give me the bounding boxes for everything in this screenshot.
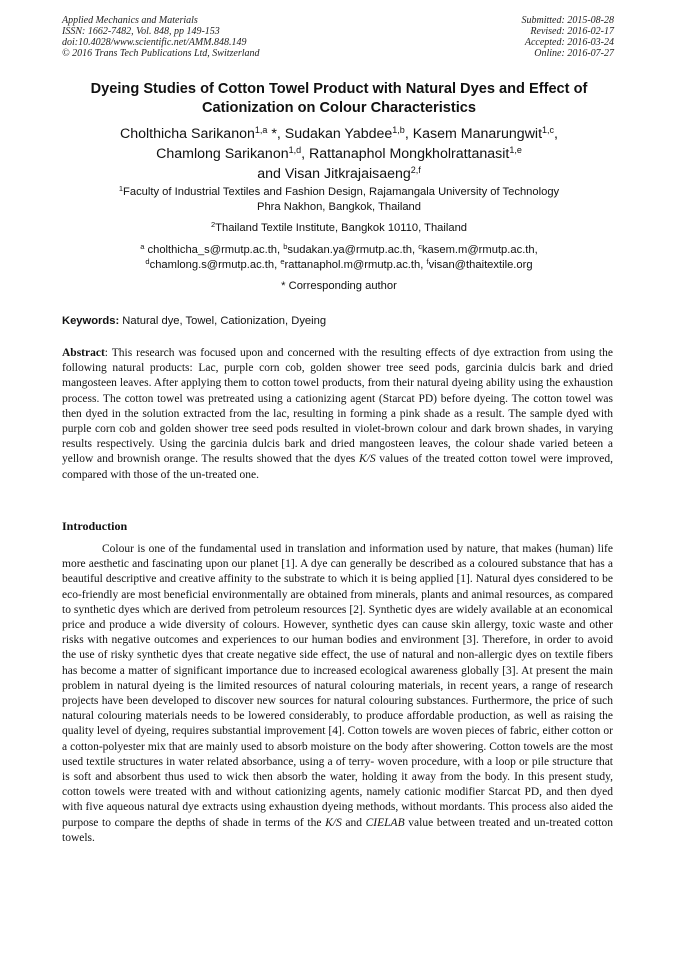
abstract-label: Abstract bbox=[62, 347, 105, 359]
introduction-text: Colour is one of the fundamental used in translation and information used by nature, that makes (human) life more aesthetic and fascinating upon our planet [1]. A dye can generally be described as a coloured substance that has a beautiful descriptive and creative affinity to the substrate to which it is being applied [1]. Natural dyes considered to be eco-friendly are most beneficial environmentally are obtained from minerals, plants and animal resources, as compared to synthetic dyes which are derived from petroleum resources [2]. Synthetic dyes are widely available at an economical price and produce a wide diversity of colours. However, synthetic dyes can cause skin allergy, toxic waste and other risks with negative outcomes and experiences to our human bodies and environment [3]. Therefore, in order to avoid the use of risky synthetic dyes that create negative side effect, the use of natural and non-allergic dyes on textile fibers has become a matter of significant importance due to increased ecological awareness globally [3]. At present the main problem in natural dyeing is the limited resources of natural colouring materials, in recent years, a range of research projects have been developed to discover new sources for natural colouring substances. Furthermore, the price of such natural colouring materials needs to be lowered considerably, to produce affordable production, as well as raising the quality level of dyeing, requires substantial improvement [4]. Cotton towels are woven pieces of fabric, either cotton or a cotton-polyester mix that are mainly used to absorb moisture on the body after showering. Cotton towels are the most used textile structures in water related absorbance, using a of terry- woven procedure, with a loop or pile structure that is soft and absorbent thus used to wick then absorb the water, holding it away from the body. In this present study, cotton towels were treated with and without cationizing agents, namely cationic modifier Starcat PD, and then dyed with five aqueous natural dye extracts using exhaustion dyeing methods, without mordants. This process also aided the purpose to compare the depths of shade in terms of the bbox=[62, 543, 613, 829]
email-list bbox=[40, 243, 638, 273]
journal-issn: ISSN: 1662-7482, Vol. 848, pp 149-153 bbox=[62, 26, 220, 37]
author-suffix: , bbox=[404, 126, 409, 142]
author-name: Chamlong Sarikanon bbox=[156, 146, 289, 162]
email-link[interactable]: visan@thaitextile.org bbox=[428, 259, 533, 271]
date-revised: Revised: 2016-02-17 bbox=[530, 26, 614, 37]
cielab-term: CIELAB bbox=[365, 816, 405, 829]
author-name: Kasem Manarungwit bbox=[408, 126, 543, 142]
author-superscript: 1,a bbox=[254, 125, 268, 135]
email-link[interactable]: cholthicha_s@rmutp.ac.th, bbox=[144, 244, 284, 256]
affiliation-1-line-1 bbox=[40, 185, 638, 200]
affiliation-1-line-2: Phra Nakhon, Bangkok, Thailand bbox=[257, 201, 421, 213]
email-superscript: f bbox=[426, 257, 429, 266]
author-list bbox=[40, 124, 638, 184]
email-superscript: e bbox=[280, 257, 285, 266]
ks-term: K/S bbox=[358, 453, 376, 466]
author-name: Cholthicha Sarikanon bbox=[120, 126, 255, 142]
paper-title bbox=[40, 80, 638, 118]
corresponding-author-note: * Corresponding author bbox=[281, 280, 397, 292]
email-link[interactable]: kasem.m@rmutp.ac.th, bbox=[421, 244, 538, 256]
email-line-1 bbox=[40, 243, 638, 258]
author-name: Sudakan Yabdee bbox=[280, 126, 393, 142]
publication-dates bbox=[522, 15, 615, 59]
journal-doi: doi:10.4028/www.scientific.net/AMM.848.149 bbox=[62, 37, 247, 48]
affiliation-2 bbox=[40, 221, 638, 236]
email-link[interactable]: chamlong.s@rmutp.ac.th, bbox=[149, 259, 281, 271]
journal-copyright: © 2016 Trans Tech Publications Ltd, Switzerland bbox=[62, 48, 260, 59]
introduction-and: and bbox=[341, 816, 366, 829]
ks-term: K/S bbox=[325, 816, 342, 829]
affiliation-text: Faculty of Industrial Textiles and Fashion Design, Rajamangala University of Technology bbox=[123, 186, 560, 198]
title-line-1: Dyeing Studies of Cotton Towel Product with Natural Dyes and Effect of bbox=[90, 81, 588, 97]
author-superscript: 1,e bbox=[509, 145, 522, 155]
author-line-2 bbox=[40, 144, 638, 164]
affiliation-superscript: 2 bbox=[210, 220, 216, 229]
introduction-heading: Introduction bbox=[62, 519, 128, 533]
journal-name: Applied Mechanics and Materials bbox=[62, 15, 198, 26]
title-line-2: Cationization on Colour Characteristics bbox=[201, 100, 477, 116]
author-suffix: , bbox=[301, 146, 306, 162]
author-line-1 bbox=[40, 124, 638, 144]
author-prefix: and bbox=[257, 166, 285, 182]
journal-info bbox=[62, 15, 260, 59]
abstract-text: : This research was focused upon and concerned with the resulting effects of dye extraction from using the following natural products: Lac, purple corn cob, golden shower tree seed pods, garcinia dulcis bark and dried mangosteen leaves. After applying them to cotton towel products, from their natural dyeing ability using the exhaustion process. The cotton towel was pretreated using a cationizing agent (Starcat PD) before dyeing. The cotton towel was then dyed in the solution extracted from the lac, resulting in forming a pink shade as a result. The sample dyed with purple corn cob and golden shower tree seed pods resulted in violet-brown colour and dark brown shades, in varying results respectively. Using the garcinia dulcis bark and dried mangosteen leaves, the colour shade varied beteen a yellow and brownish orange. The results showed that the dyes bbox=[62, 347, 613, 466]
keywords-label: Keywords: bbox=[62, 315, 120, 327]
abstract bbox=[62, 346, 613, 483]
date-accepted: Accepted: 2016-03-24 bbox=[524, 37, 614, 48]
author-line-3 bbox=[40, 164, 638, 184]
keywords bbox=[62, 314, 326, 328]
keywords-text: Natural dye, Towel, Cationization, Dyeing bbox=[119, 315, 327, 327]
author-name: Visan Jitkrajaisaeng bbox=[284, 166, 411, 182]
affiliation-superscript: 1 bbox=[118, 184, 124, 193]
author-superscript: 1,b bbox=[392, 125, 405, 135]
email-link[interactable]: sudakan.ya@rmutp.ac.th, bbox=[287, 244, 419, 256]
email-superscript: b bbox=[283, 242, 288, 251]
date-submitted: Submitted: 2015-08-28 bbox=[521, 15, 614, 26]
author-suffix: , bbox=[554, 126, 558, 142]
email-line-2 bbox=[40, 258, 638, 273]
email-superscript: a bbox=[140, 242, 145, 251]
author-suffix: *, bbox=[267, 126, 281, 142]
email-superscript: c bbox=[418, 242, 422, 251]
email-link[interactable]: rattanaphol.m@rmutp.ac.th, bbox=[284, 259, 427, 271]
author-name: Rattanaphol Mongkholrattanasit bbox=[305, 146, 510, 162]
introduction-body bbox=[62, 542, 613, 846]
author-superscript: 2,f bbox=[410, 165, 421, 175]
author-superscript: 1,d bbox=[288, 145, 302, 155]
date-online: Online: 2016-07-27 bbox=[534, 48, 614, 59]
affiliation-text: Thailand Textile Institute, Bangkok 10110, Thailand bbox=[215, 222, 468, 234]
email-superscript: d bbox=[145, 257, 150, 266]
abstract-text-end: values of the treated cotton towel were improved, compared with those of the un-treated one. bbox=[62, 453, 613, 481]
affiliation-1 bbox=[40, 185, 638, 215]
introduction-text-end: value between treated and un-treated cotton towels. bbox=[62, 816, 614, 844]
author-superscript: 1,c bbox=[542, 125, 555, 135]
